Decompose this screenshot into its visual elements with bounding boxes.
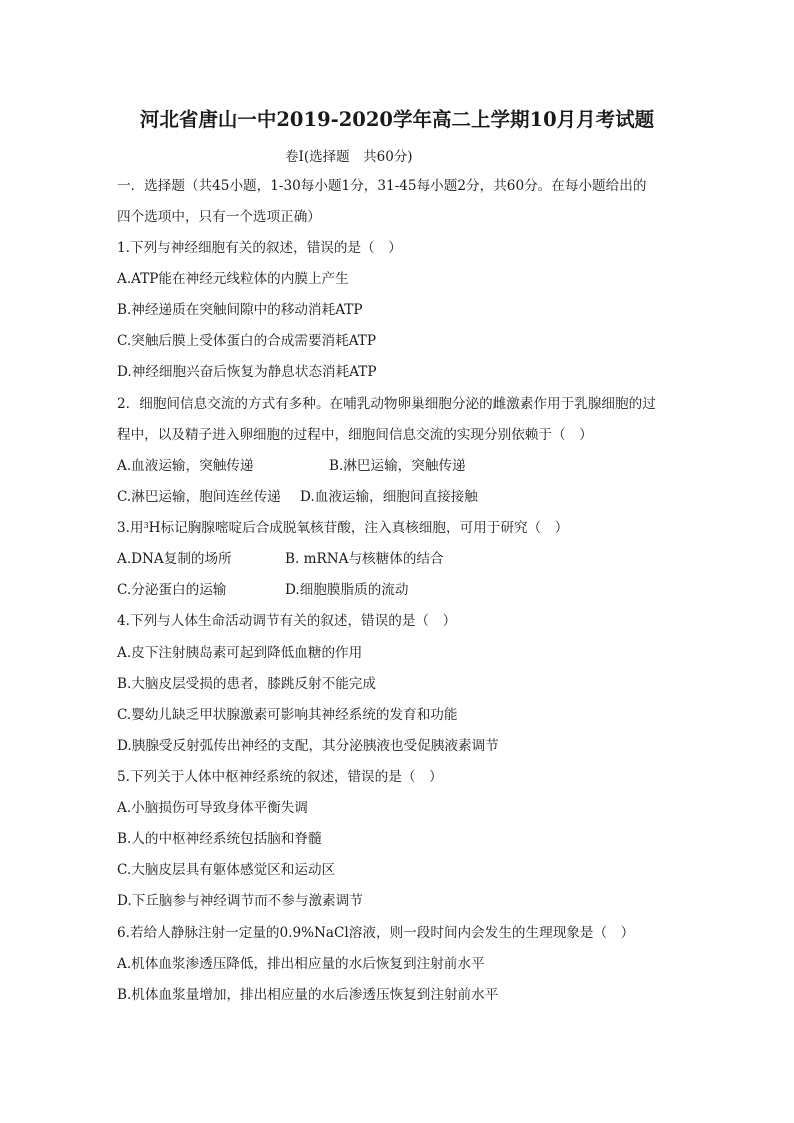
question-3-stem: 3.用$^3$H标记胸腺嘧啶后合成脱氧核苷酸，注入真核细胞，可用于研究（ ） xyxy=(117,520,569,536)
question-4-option-b: B.大脑皮层受损的患者，膝跳反射不能完成 xyxy=(117,676,376,692)
question-5-option-c: C.大脑皮层具有躯体感觉区和运动区 xyxy=(117,862,336,878)
question-2-stem-line-2: 程中，以及精子进入卵细胞的过程中，细胞间信息交流的实现分别依赖于（ ） xyxy=(117,427,593,443)
question-3-option-d: D.细胞膜脂质的流动 xyxy=(285,582,409,598)
question-2-option-d: D.血液运输，细胞间直接接触 xyxy=(300,489,478,505)
question-2-option-c: C.淋巴运输，胞间连丝传递 xyxy=(117,489,281,505)
question-3-option-b: B. mRNA与核糖体的结合 xyxy=(285,551,444,567)
question-4-option-c: C.婴幼儿缺乏甲状腺激素可影响其神经系统的发育和功能 xyxy=(117,707,458,723)
question-5-option-b: B.人的中枢神经系统包括脑和脊髓 xyxy=(117,831,322,847)
isotope-superscript: 3 xyxy=(143,521,149,530)
document-title: 河北省唐山一中2019-2020学年高二上学期10月月考试题 xyxy=(139,108,655,131)
section-instruction-line-1: 一．选择题（共45小题，1-30每小题1分，31-45每小题2分，共60分。在每小题给出的 xyxy=(117,178,647,194)
question-6-option-a: A.机体血浆渗透压降低，排出相应量的水后恢复到注射前水平 xyxy=(117,956,485,972)
question-3-option-a: A.DNA复制的场所 xyxy=(117,551,232,567)
question-2-option-b: B.淋巴运输，突触传递 xyxy=(329,458,466,474)
section-instruction-line-2: 四个选项中，只有一个选项正确） xyxy=(117,209,321,225)
question-2-options-row-1 xyxy=(117,457,466,475)
question-5-option-a: A.小脑损伤可导致身体平衡失调 xyxy=(117,800,308,816)
question-2-option-a: A.血液运输，突触传递 xyxy=(117,458,254,474)
question-3-options-row-2 xyxy=(117,581,409,599)
question-1-option-d: D.神经细胞兴奋后恢复为静息状态消耗ATP xyxy=(117,364,377,380)
question-5-stem: 5.下列关于人体中枢神经系统的叙述，错误的是（ ） xyxy=(117,769,443,785)
question-4-option-d: D.胰腺受反射弧传出神经的支配，其分泌胰液也受促胰液素调节 xyxy=(117,738,499,754)
question-1-option-a: A.ATP能在神经元线粒体的内膜上产生 xyxy=(117,271,349,287)
question-4-stem: 4.下列与人体生命活动调节有关的叙述，错误的是（ ） xyxy=(117,613,457,629)
volume-heading: 卷Ⅰ(选择题 共60分) xyxy=(285,149,413,165)
question-1-option-b: B.神经递质在突触间隙中的移动消耗ATP xyxy=(117,302,363,318)
question-5-option-d: D.下丘脑参与神经调节而不参与激素调节 xyxy=(117,893,363,909)
question-2-options-row-2 xyxy=(117,488,478,506)
question-6-stem: 6.若给人静脉注射一定量的0.9%NaCl溶液，则一段时间内会发生的生理现象是（ ） xyxy=(117,925,635,941)
question-3-option-c: C.分泌蛋白的运输 xyxy=(117,582,227,598)
question-1-option-c: C.突触后膜上受体蛋白的合成需要消耗ATP xyxy=(117,333,377,349)
question-2-stem-line-1: 2．细胞间信息交流的方式有多种。在哺乳动物卵巢细胞分泌的雌激素作用于乳腺细胞的过 xyxy=(117,396,656,412)
question-6-option-b: B.机体血浆量增加，排出相应量的水后渗透压恢复到注射前水平 xyxy=(117,987,499,1003)
question-3-options-row-1 xyxy=(117,550,444,568)
question-1-stem: 1.下列与神经细胞有关的叙述，错误的是（ ） xyxy=(117,240,402,256)
question-4-option-a: A.皮下注射胰岛素可起到降低血糖的作用 xyxy=(117,645,363,661)
